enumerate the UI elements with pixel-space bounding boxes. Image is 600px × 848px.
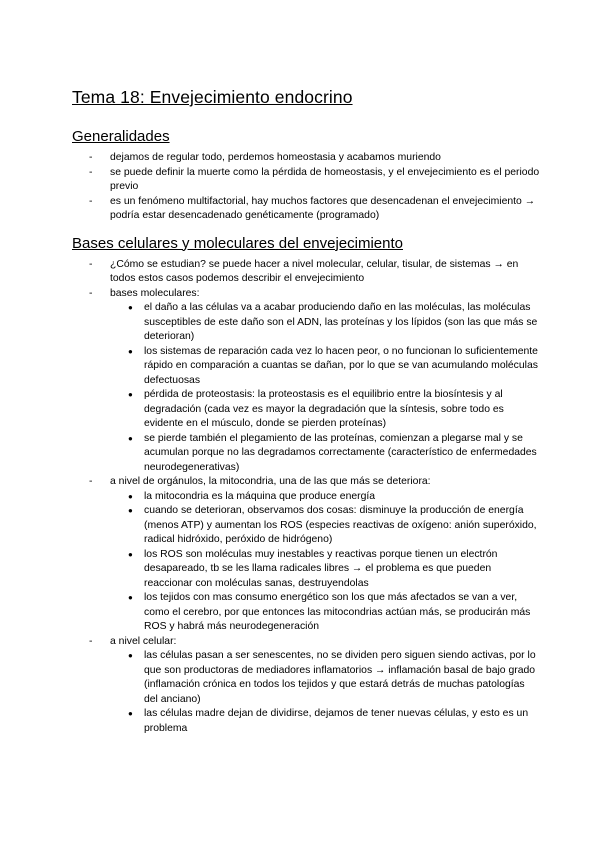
page-title: Tema 18: Envejecimiento endocrino xyxy=(72,87,353,107)
list-item xyxy=(72,635,540,737)
sub-list-item: ● la mitocondria es la máquina que produce energía xyxy=(72,490,540,505)
list-item-text: a nivel celular: xyxy=(110,635,177,647)
list-item: - dejamos de regular todo, perdemos homeostasia y acabamos muriendo xyxy=(72,151,540,166)
list-item-text: a nivel de orgánulos, la mitocondria, una de las que más se deteriora: xyxy=(110,476,431,487)
sub-bullet-list xyxy=(72,649,540,736)
sub-list-item: ● los ROS son moléculas muy inestables y reactivas porque tienen un electrón desapareado, tb se les llama radicales libres → el problema es que pueden reaccionar con moléculas sanas, destruyendolas xyxy=(72,548,540,592)
sub-list-item: ● cuando se deterioran, observamos dos cosas: disminuye la producción de energía (menos ATP) y aumentan los ROS (especies reactivas de oxígeno: anión superóxido, radical hidróxido, peróxido de hidrógeno) xyxy=(72,504,540,548)
sub-list-item: ● pérdida de proteostasis: la proteostasis es el equilibrio entre la biosíntesis y al degradación (cada vez es mayor la degradación que la síntesis, sobre todo es evidente en el músculo, donde se pierden proteínas) xyxy=(72,388,540,432)
sub-list-item: ● las células madre dejan de dividirse, dejamos de tener nuevas células, y esto es un problema xyxy=(72,707,540,736)
section-heading: Bases celulares y moleculares del envejecimiento xyxy=(72,234,403,252)
section-generalidades xyxy=(72,127,540,224)
sub-list-item: ● se pierde también el plegamiento de las proteínas, comienzan a plegarse mal y se acumulan porque no las degradamos correctamente (característico de enfermedades neurodegenerativas) xyxy=(72,432,540,476)
sub-bullet-list xyxy=(72,490,540,635)
list-item xyxy=(72,258,540,287)
list-item-text: ¿Cómo se estudian? se puede hacer a nivel molecular, celular, tisular, de sistemas → en todos estos casos podemos describir el envejecimiento xyxy=(110,258,519,284)
bullet-list xyxy=(72,258,540,737)
list-item xyxy=(72,475,540,635)
bullet-list xyxy=(72,151,540,224)
sub-list-item: ● el daño a las células va a acabar produciendo daño en las moléculas, las moléculas susceptibles de este daño son el ADN, las proteínas y los lípidos (son las que más se deterioran) xyxy=(72,301,540,345)
sub-bullet-list xyxy=(72,301,540,475)
sub-list-item: ● los sistemas de reparación cada vez lo hacen peor, o no funcionan lo suficientemente rápido en comparación a cuantas se dañan, por lo que se van acumulando moléculas defectuosas xyxy=(72,345,540,389)
list-item xyxy=(72,287,540,476)
section-heading: Generalidades xyxy=(72,128,170,145)
sub-list-item: ● los tejidos con mas consumo energético son los que más afectados se van a ver, como el cerebro, por que entonces las mitocondrias actúan más, se producirán más ROS y habrá más neurodegeneración xyxy=(72,591,540,635)
sub-list-item: ● las células pasan a ser senescentes, no se dividen pero siguen siendo activas, por lo que son productoras de mediadores inflamatorios → inflamación basal de bajo grado (inflamación crónica en todos los tejidos y que estará detrás de muchas patologías del anciano) xyxy=(72,649,540,707)
list-item: - se puede definir la muerte como la pérdida de homeostasis, y el envejecimiento es el periodo previo xyxy=(72,166,540,195)
list-item: - es un fenómeno multifactorial, hay muchos factores que desencadenan el envejecimiento → podría estar desencadenado genéticamente (programado) xyxy=(72,195,540,224)
list-item-text: bases moleculares: xyxy=(110,287,200,299)
section-bases-celulares xyxy=(72,234,540,737)
